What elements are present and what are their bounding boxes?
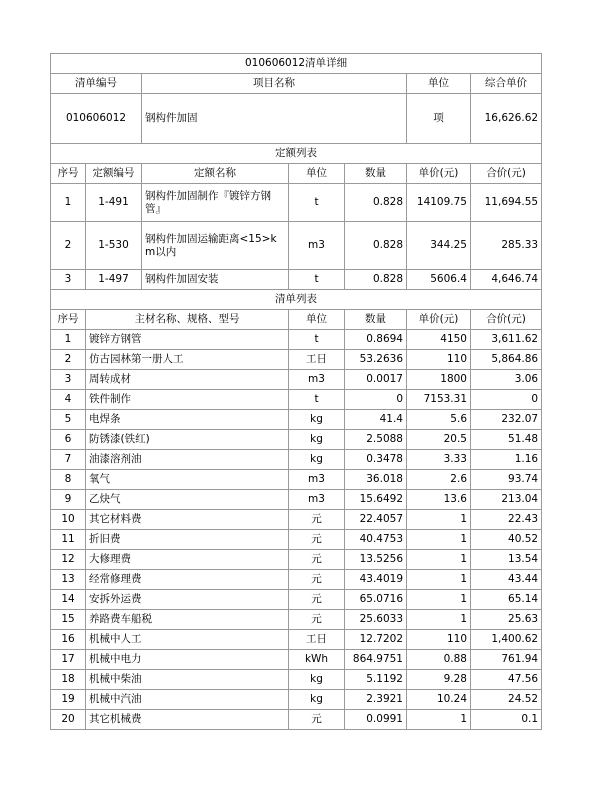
material-name: 机械中柴油 [86,670,289,690]
material-total: 51.48 [471,430,542,450]
material-price: 5.6 [407,410,471,430]
material-row [51,410,542,430]
material-seq: 20 [51,710,86,730]
quota-header-price: 单价(元) [407,164,471,184]
materials-header-qty: 数量 [345,310,407,330]
materials-header-price: 单价(元) [407,310,471,330]
material-qty: 36.018 [345,470,407,490]
material-row [51,330,542,350]
quota-price: 344.25 [407,222,471,270]
material-seq: 6 [51,430,86,450]
quota-seq: 2 [51,222,86,270]
material-price: 9.28 [407,670,471,690]
quota-header-row [51,164,542,184]
material-total: 93.74 [471,470,542,490]
col-header-price: 综合单价 [471,74,542,94]
material-name: 仿古园林第一册人工 [86,350,289,370]
materials-section-row [51,290,542,310]
material-seq: 10 [51,510,86,530]
material-qty: 25.6033 [345,610,407,630]
material-unit: m3 [289,490,345,510]
material-unit: kWh [289,650,345,670]
material-qty: 0.8694 [345,330,407,350]
quota-qty: 0.828 [345,184,407,222]
material-qty: 0.0017 [345,370,407,390]
material-row [51,470,542,490]
material-row [51,610,542,630]
material-qty: 864.9751 [345,650,407,670]
material-qty: 15.6492 [345,490,407,510]
quota-code: 1-491 [86,184,142,222]
material-total: 761.94 [471,650,542,670]
material-price: 2.6 [407,470,471,490]
material-row [51,570,542,590]
quota-header-name: 定额名称 [142,164,289,184]
material-qty: 2.3921 [345,690,407,710]
material-total: 13.54 [471,550,542,570]
material-row [51,530,542,550]
material-row [51,630,542,650]
material-name: 机械中人工 [86,630,289,650]
material-price: 1 [407,510,471,530]
material-row [51,510,542,530]
material-unit: 元 [289,550,345,570]
quota-header-seq: 序号 [51,164,86,184]
material-total: 40.52 [471,530,542,550]
col-header-unit: 单位 [407,74,471,94]
quota-price: 5606.4 [407,270,471,290]
material-price: 1 [407,570,471,590]
material-unit: 元 [289,570,345,590]
material-price: 3.33 [407,450,471,470]
material-unit: kg [289,410,345,430]
material-name: 其它机械费 [86,710,289,730]
material-unit: kg [289,690,345,710]
material-price: 110 [407,350,471,370]
material-price: 1800 [407,370,471,390]
material-unit: 工日 [289,630,345,650]
material-name: 折旧费 [86,530,289,550]
quota-code: 1-530 [86,222,142,270]
material-total: 0 [471,390,542,410]
quota-header-code: 定额编号 [86,164,142,184]
quota-total: 11,694.55 [471,184,542,222]
material-total: 0.1 [471,710,542,730]
material-unit: t [289,330,345,350]
material-seq: 17 [51,650,86,670]
materials-header-seq: 序号 [51,310,86,330]
material-name: 大修理费 [86,550,289,570]
material-name: 铁件制作 [86,390,289,410]
material-seq: 19 [51,690,86,710]
material-price: 1 [407,550,471,570]
material-name: 镀锌方钢管 [86,330,289,350]
material-name: 其它材料费 [86,510,289,530]
material-total: 213.04 [471,490,542,510]
col-header-name: 项目名称 [142,74,407,94]
material-qty: 12.7202 [345,630,407,650]
material-row [51,550,542,570]
material-total: 1,400.62 [471,630,542,650]
quota-qty: 0.828 [345,222,407,270]
material-price: 10.24 [407,690,471,710]
material-total: 24.52 [471,690,542,710]
material-seq: 12 [51,550,86,570]
material-row [51,490,542,510]
material-seq: 15 [51,610,86,630]
material-price: 4150 [407,330,471,350]
material-seq: 16 [51,630,86,650]
material-qty: 5.1192 [345,670,407,690]
material-row [51,450,542,470]
material-unit: 元 [289,710,345,730]
material-qty: 2.5088 [345,430,407,450]
material-seq: 7 [51,450,86,470]
material-name: 乙炔气 [86,490,289,510]
materials-header-name: 主材名称、规格、型号 [86,310,289,330]
material-name: 油漆溶剂油 [86,450,289,470]
material-price: 1 [407,710,471,730]
material-total: 1.16 [471,450,542,470]
quota-name: 钢构件加固制作『镀锌方钢管』 [142,184,289,222]
material-price: 7153.31 [407,390,471,410]
material-name: 氧气 [86,470,289,490]
material-row [51,430,542,450]
quota-price: 14109.75 [407,184,471,222]
material-row [51,350,542,370]
material-name: 电焊条 [86,410,289,430]
material-unit: t [289,390,345,410]
quota-total: 4,646.74 [471,270,542,290]
material-unit: kg [289,670,345,690]
quota-row [51,222,542,270]
material-seq: 1 [51,330,86,350]
material-total: 47.56 [471,670,542,690]
quota-name: 钢构件加固运输距离<15>km以内 [142,222,289,270]
material-qty: 0 [345,390,407,410]
material-total: 22.43 [471,510,542,530]
material-unit: kg [289,450,345,470]
quota-row [51,184,542,222]
material-unit: 元 [289,590,345,610]
material-name: 机械中汽油 [86,690,289,710]
material-unit: 工日 [289,350,345,370]
material-unit: m3 [289,470,345,490]
item-unit: 项 [407,94,471,144]
item-row [51,94,542,144]
material-name: 安拆外运费 [86,590,289,610]
material-price: 20.5 [407,430,471,450]
material-unit: 元 [289,530,345,550]
quota-seq: 3 [51,270,86,290]
material-row [51,370,542,390]
material-seq: 18 [51,670,86,690]
materials-section-title: 清单列表 [51,290,542,310]
material-row [51,650,542,670]
material-price: 1 [407,590,471,610]
material-name: 周转成材 [86,370,289,390]
item-code: 010606012 [51,94,142,144]
material-qty: 0.3478 [345,450,407,470]
material-qty: 40.4753 [345,530,407,550]
material-total: 65.14 [471,590,542,610]
col-header-code: 清单编号 [51,74,142,94]
bill-detail-table [50,53,542,730]
quota-header-total: 合价(元) [471,164,542,184]
quota-seq: 1 [51,184,86,222]
materials-header-row [51,310,542,330]
material-name: 防锈漆(铁红) [86,430,289,450]
item-header-row [51,74,542,94]
material-row [51,390,542,410]
material-seq: 3 [51,370,86,390]
material-seq: 2 [51,350,86,370]
materials-header-unit: 单位 [289,310,345,330]
sheet-title: 010606012清单详细 [51,54,542,74]
quota-section-row [51,144,542,164]
material-row [51,590,542,610]
material-total: 5,864.86 [471,350,542,370]
material-seq: 9 [51,490,86,510]
material-seq: 13 [51,570,86,590]
material-qty: 53.2636 [345,350,407,370]
material-name: 养路费车船税 [86,610,289,630]
quota-row [51,270,542,290]
material-qty: 0.0991 [345,710,407,730]
quota-total: 285.33 [471,222,542,270]
material-row [51,670,542,690]
quota-unit: t [289,184,345,222]
material-row [51,690,542,710]
material-unit: 元 [289,610,345,630]
material-price: 0.88 [407,650,471,670]
material-qty: 43.4019 [345,570,407,590]
material-seq: 11 [51,530,86,550]
material-total: 43.44 [471,570,542,590]
materials-header-total: 合价(元) [471,310,542,330]
material-seq: 14 [51,590,86,610]
bill-detail-sheet [50,53,541,730]
material-unit: kg [289,430,345,450]
material-name: 机械中电力 [86,650,289,670]
quota-code: 1-497 [86,270,142,290]
item-name: 钢构件加固 [142,94,407,144]
quota-header-qty: 数量 [345,164,407,184]
quota-name: 钢构件加固安装 [142,270,289,290]
material-total: 25.63 [471,610,542,630]
material-price: 1 [407,610,471,630]
item-price: 16,626.62 [471,94,542,144]
material-seq: 8 [51,470,86,490]
material-row [51,710,542,730]
material-total: 3.06 [471,370,542,390]
material-seq: 5 [51,410,86,430]
sheet-title-row [51,54,542,74]
material-total: 232.07 [471,410,542,430]
quota-qty: 0.828 [345,270,407,290]
material-qty: 13.5256 [345,550,407,570]
material-price: 13.6 [407,490,471,510]
material-unit: m3 [289,370,345,390]
material-seq: 4 [51,390,86,410]
material-qty: 65.0716 [345,590,407,610]
material-price: 110 [407,630,471,650]
material-name: 经常修理费 [86,570,289,590]
quota-unit: m3 [289,222,345,270]
material-unit: 元 [289,510,345,530]
material-qty: 22.4057 [345,510,407,530]
material-total: 3,611.62 [471,330,542,350]
quota-section-title: 定额列表 [51,144,542,164]
quota-unit: t [289,270,345,290]
quota-header-unit: 单位 [289,164,345,184]
material-price: 1 [407,530,471,550]
material-qty: 41.4 [345,410,407,430]
